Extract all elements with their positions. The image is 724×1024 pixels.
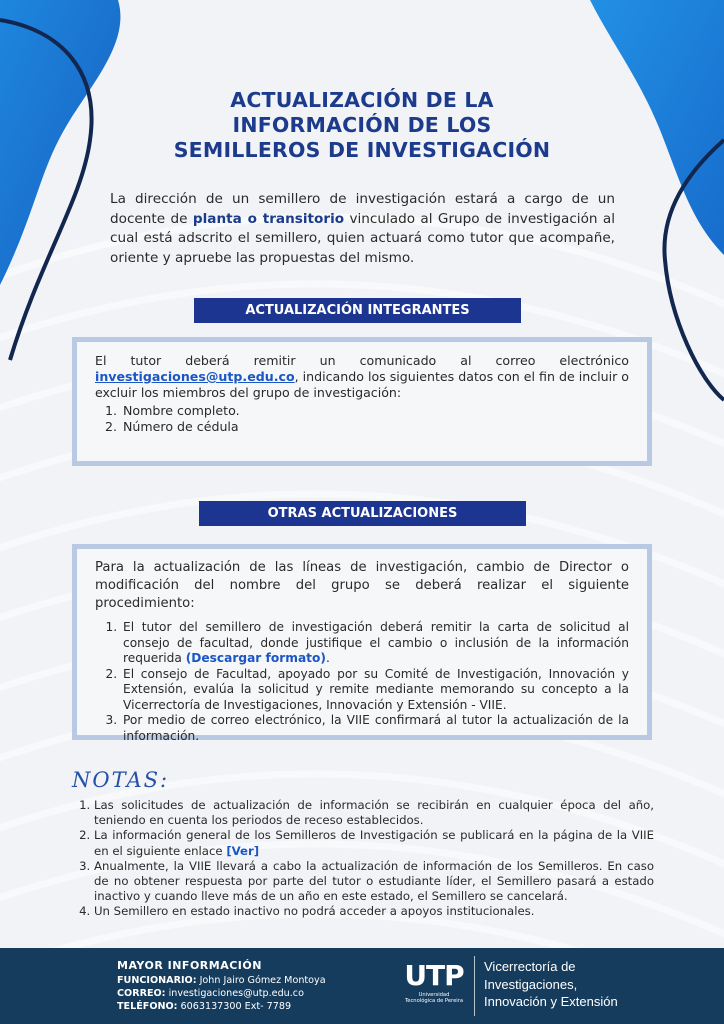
title-line: ACTUALIZACIÓN DE LA: [230, 88, 494, 112]
otras-lead: Para la actualización de las líneas de investigación, cambio de Director o modificación del nombre del grupo se deberá realizar el siguiente procedimiento:: [95, 560, 629, 611]
list-item: 1. Las solicitudes de actualización de información se recibirán en cualquier época del año, teniendo en cuenta los periodos de receso establecidos.: [94, 798, 654, 828]
list-item: 2. El consejo de Facultad, apoyado por su Comité de Investigación, Innovación y Extensión, evalúa la solicitud y remite mediante memorando su concepto a la Vicerrectoría de Investigaciones, Innovación y Extensión - VIIE.: [121, 667, 629, 714]
footer-divider: [474, 956, 475, 1016]
integrantes-text-after: , indicando los siguientes datos con el fin de incluir o excluir los miembros del grupo de investigación:: [95, 369, 629, 400]
contact-telefono: [117, 1000, 326, 1013]
office-name: [484, 958, 618, 1011]
intro-text: La dirección de un semillero de investigación estará a cargo de un docente de: [110, 191, 615, 227]
label: CORREO:: [117, 988, 166, 999]
notes-heading: NOTAS:: [72, 768, 170, 792]
value: John Jairo Gómez Montoya: [196, 975, 326, 986]
contact-email-link[interactable]: investigaciones@utp.edu.co: [165, 988, 304, 999]
office-line: Innovación y Extensión: [484, 994, 618, 1009]
utp-logo: [404, 959, 464, 1004]
title-line: INFORMACIÓN DE LOS: [232, 113, 492, 137]
contact-info: [117, 959, 326, 1013]
contact-correo: [117, 987, 326, 1000]
list-item: 1. Nombre completo.: [121, 403, 629, 419]
otras-box: [72, 544, 652, 743]
list-item: [121, 620, 629, 667]
contact-funcionario: [117, 974, 326, 987]
value: 6063137300 Ext- 7789: [177, 1001, 292, 1012]
list-item: 3. Por medio de correo electrónico, la VIIE confirmará al tutor la actualización de la información.: [121, 713, 629, 744]
procedure-list: [95, 620, 629, 744]
office-line: Vicerrectoría de: [484, 959, 576, 974]
notes-list: [76, 798, 654, 920]
list-item: [94, 828, 654, 858]
intro-highlight: planta o transitorio: [192, 210, 345, 227]
label: FUNCIONARIO:: [117, 975, 197, 986]
download-format-link[interactable]: (Descargar formato): [185, 651, 326, 665]
logo-text: UTP: [404, 959, 464, 992]
item-text: El tutor del semillero de investigación deberá remitir la carta de solicitud al consejo de facultad, donde justifique el cambio o inclusión de la información requerida: [123, 620, 629, 665]
footer: [0, 948, 724, 1024]
email-link[interactable]: investigaciones@utp.edu.co: [95, 369, 295, 384]
integrantes-list: [95, 403, 629, 435]
page-title: [120, 88, 604, 163]
item-text: .: [325, 651, 330, 665]
office-line: Investigaciones,: [484, 976, 578, 992]
label: TELÉFONO:: [117, 1001, 178, 1012]
list-item: 2. Número de cédula: [121, 419, 629, 435]
integrantes-text-before: El tutor deberá remitir un comunicado al correo electrónico: [95, 353, 629, 368]
integrantes-text: [95, 353, 629, 401]
notes-list-container: [76, 798, 654, 920]
section-heading-otras: OTRAS ACTUALIZACIONES: [199, 501, 526, 526]
intro-text: vinculado al Grupo de investigación al cual está adscrito el semillero, quien actuará como tutor que acompañe, oriente y apruebe las propuestas del mismo.: [110, 210, 616, 266]
integrantes-box: [72, 337, 652, 466]
title-line: SEMILLEROS DE INVESTIGACIÓN: [173, 138, 551, 162]
intro-paragraph: [110, 190, 615, 268]
item-text: La información general de los Semilleros de Investigación se publicará en la página de la VIIE en el siguiente enlace: [94, 828, 654, 858]
list-item: 3. Anualmente, la VIIE llevará a cabo la actualización de información de los Semilleros. En caso de no obtener respuesta por parte del tutor o estudiante líder, el Semillero pasará a estado inactivo y cuando lleve más de un año en este estado, el Semillero se cancelará.: [94, 859, 654, 905]
logo-subtitle: Universidad Tecnológica de Pereira: [404, 992, 464, 1004]
section-heading-integrantes: ACTUALIZACIÓN INTEGRANTES: [194, 298, 521, 323]
contact-heading: MAYOR INFORMACIÓN: [117, 959, 262, 972]
ver-link[interactable]: [Ver]: [226, 843, 260, 858]
list-item: 4. Un Semillero en estado inactivo no podrá acceder a apoyos institucionales.: [94, 904, 654, 919]
